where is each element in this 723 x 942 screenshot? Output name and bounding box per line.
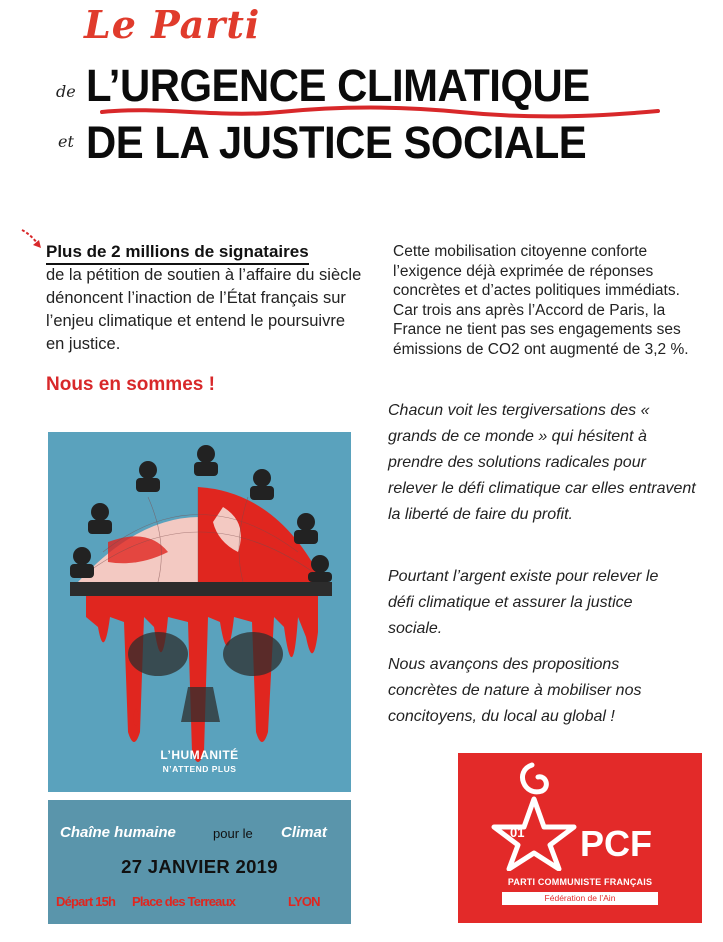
headline-line-2: DE LA JUSTICE SOCIALE (86, 117, 587, 168)
italic-paragraph-2: Pourtant l’argent existe pour relever le défi climatique et assurer la justice sociale. (388, 568, 659, 637)
headline-line-1: L’URGENCE CLIMATIQUE (86, 60, 590, 111)
callout-nous-en-sommes: Nous en sommes ! (46, 374, 215, 395)
poster-caption-title: L’HUMANITÉ (160, 748, 239, 762)
event-pour-label: pour le (213, 826, 253, 841)
pcf-letters: PCF (580, 823, 652, 864)
mobilisation-paragraph: Cette mobilisation citoyenne conforte l’exigence déjà exprimée de réponses concrètes et d’actes politiques immédiats. Car trois ans après l’Accord de Paris, la France ne tient pas ses engagements ses émissions de CO2 ont augmenté de 3,2 %. (393, 243, 689, 358)
italic-paragraph-1: Chacun voit les tergiversations des « grands de ce monde » qui hésitent à prendre des solutions radicales pour relever le défi climatique car elles entravent la liberté de faire du profit. (388, 402, 696, 523)
event-chain-label: Chaîne humaine (60, 824, 176, 841)
star-icon (484, 761, 584, 871)
event-climat-label: Climat (281, 824, 327, 841)
title-conjunction-de: de (56, 82, 76, 101)
event-box (48, 800, 351, 924)
event-city: LYON (288, 894, 320, 909)
signatories-headline: Plus de 2 millions de signataires (46, 242, 309, 265)
pcf-full-name: PARTI COMMUNISTE FRANÇAIS (507, 877, 653, 887)
melting-globe-illustration (48, 432, 351, 792)
event-date: 27 JANVIER 2019 (121, 856, 278, 877)
event-place: Place des Terreaux (132, 894, 236, 909)
poster-caption-subtitle: N’ATTEND PLUS (162, 764, 237, 774)
title-conjunction-et: et (58, 132, 74, 151)
pcf-department-number: 01 (510, 825, 525, 840)
italic-paragraph-3: Nous avançons des propositions concrètes de nature à mobiliser nos concitoyens, du local au global ! (388, 656, 642, 725)
petition-text: de la pétition de soutien à l’affaire du siècle dénoncent l’inaction de l’État français sur l’enjeu climatique et entend le poursuivre en justice. (46, 266, 362, 353)
humanite-poster (48, 432, 351, 792)
pcf-federation-label: Fédération de l’Ain (502, 892, 658, 905)
red-arrow-icon (20, 228, 46, 252)
kicker-title: Le Parti (84, 2, 261, 47)
pcf-logo (458, 753, 702, 923)
event-departure-time: Départ 15h (56, 894, 116, 909)
